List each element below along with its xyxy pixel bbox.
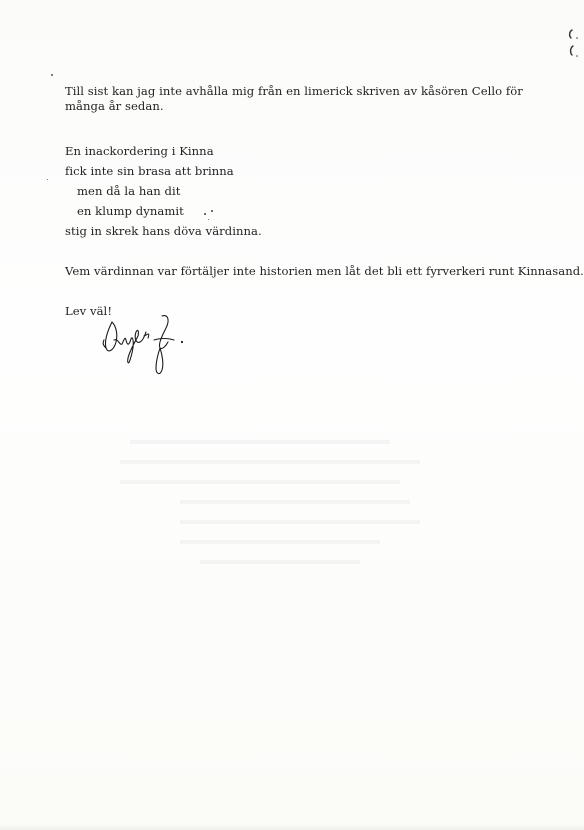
reverse-side-bleed xyxy=(90,420,510,600)
ink-speck xyxy=(51,74,53,76)
ink-speck xyxy=(211,210,213,212)
poem-line-2: fick inte sin brasa att brinna xyxy=(65,164,234,178)
ink-speck xyxy=(47,179,48,180)
handwritten-signature xyxy=(98,310,198,380)
ink-speck xyxy=(204,213,206,215)
ink-speck xyxy=(208,219,209,220)
opening-paragraph: Till sist kan jag inte avhålla mig från en limerick skriven av kåsören Cello för många år sedan. xyxy=(65,84,523,113)
closing-greeting: Lev väl! xyxy=(65,304,113,318)
poem-line-3: men då la han dit xyxy=(77,184,181,198)
closing-paragraph: Vem värdinnan var förtäljer inte historien men låt det bli ett fyrverkeri runt Kinnasand. xyxy=(65,264,584,278)
edge-binding-mark xyxy=(566,26,580,62)
page-bottom-edge xyxy=(0,824,584,830)
poem-line-5: stig in skrek hans döva värdinna. xyxy=(65,224,262,238)
poem-line-4: en klump dynamit xyxy=(77,204,184,218)
poem-line-1: En inackordering i Kinna xyxy=(65,144,214,158)
